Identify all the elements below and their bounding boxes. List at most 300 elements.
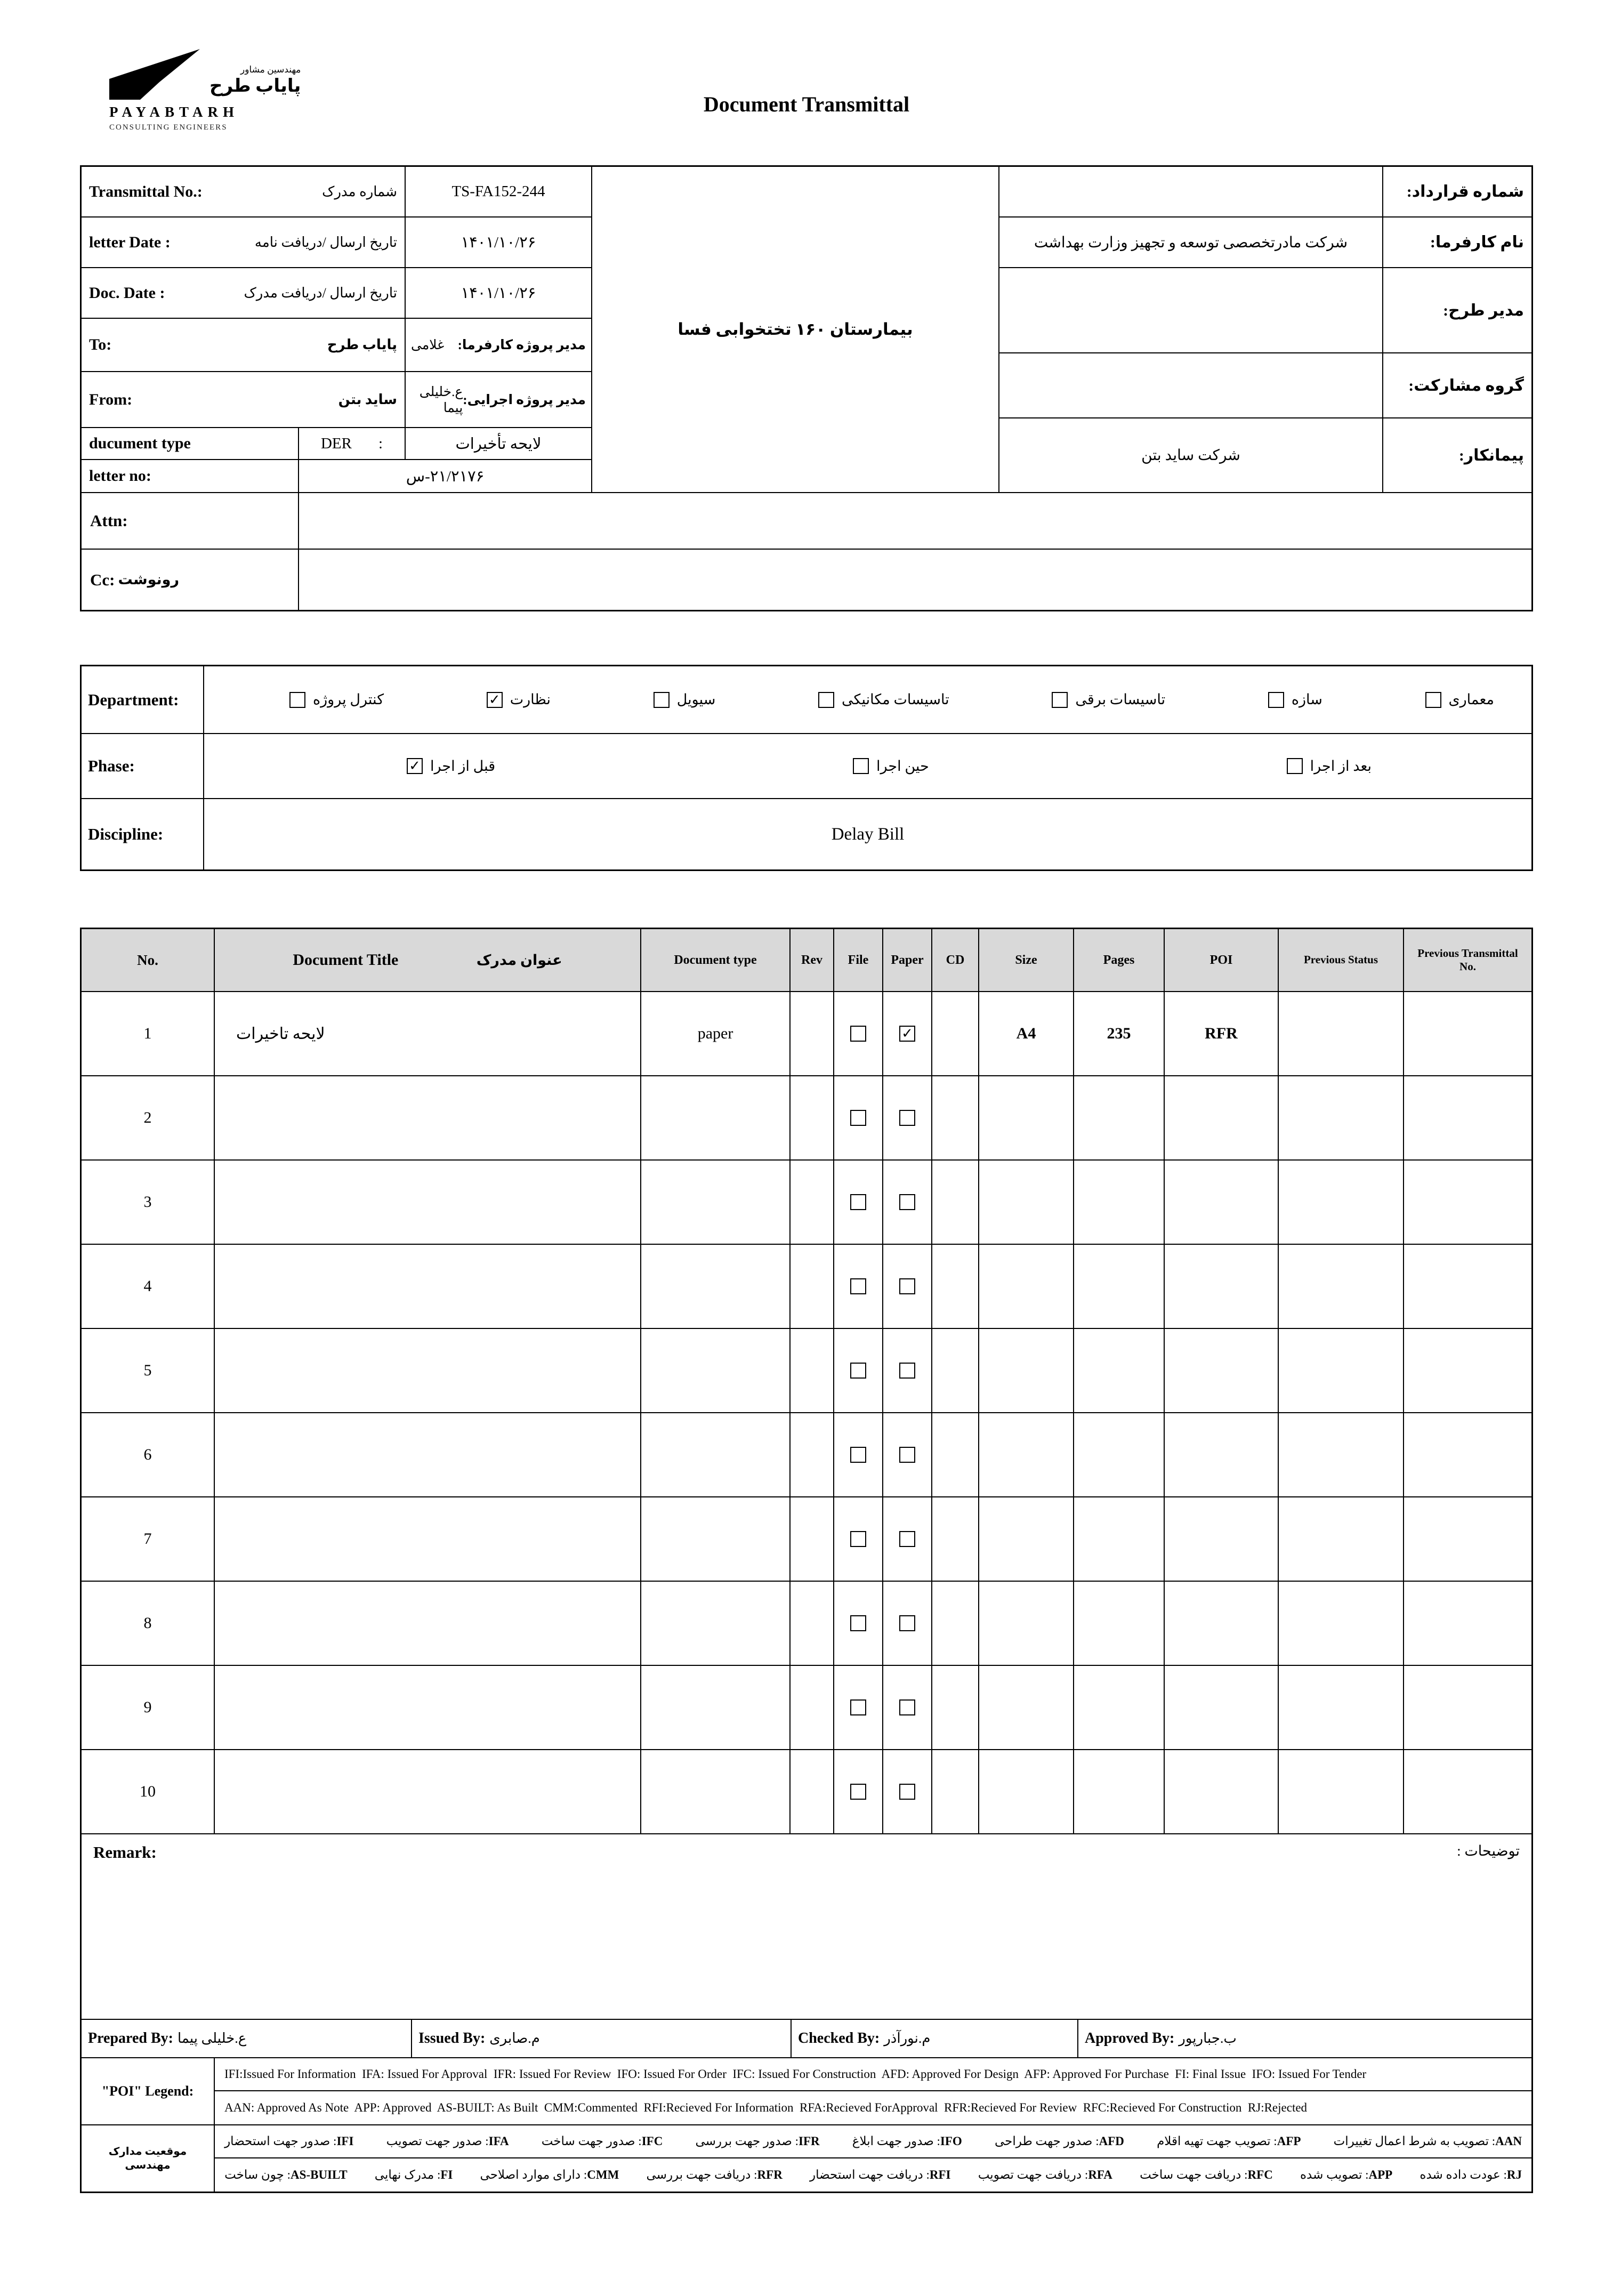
doc-no-cell: 5 (82, 1329, 215, 1412)
doc-rev-cell (791, 1161, 834, 1244)
doc-prev-transmittal-cell (1404, 1413, 1531, 1496)
doc-type-cell (641, 1750, 791, 1833)
design-manager-value (999, 268, 1382, 352)
doc-rev-cell (791, 1076, 834, 1159)
paper-checkbox[interactable] (899, 1278, 915, 1294)
file-checkbox[interactable] (850, 1026, 866, 1042)
letter-date-label-fa: تاریخ ارسال /دریافت نامه (254, 234, 397, 250)
doc-prev-transmittal-cell (1404, 1329, 1531, 1412)
discipline-label: Discipline: (82, 799, 204, 869)
doc-title-cell (215, 1076, 641, 1159)
paper-checkbox[interactable] (899, 1194, 915, 1210)
legend-item-IFO: IFO: صدور جهت ابلاغ (852, 2134, 962, 2148)
issued-by-cell (412, 2020, 792, 2057)
doc-title-cell (215, 1582, 641, 1665)
remark-label-fa: توضیحات : (1457, 1843, 1520, 1859)
classification-table (80, 665, 1533, 871)
doc-title-text: لایحه تاخیرات (236, 1025, 325, 1043)
legend-item-FI: FI: مدرک نهایی (374, 2168, 453, 2181)
doc-prev-transmittal-cell (1404, 1582, 1531, 1665)
attn-label-cell (82, 493, 299, 549)
legend-item-RFI: RFI: دریافت جهت استحضار (810, 2168, 951, 2181)
paper-checkbox[interactable] (899, 1784, 915, 1800)
doc-rev-cell (791, 1413, 834, 1496)
doc-prev-status-cell (1279, 1497, 1404, 1581)
checked-by-label: Checked By: (798, 2030, 880, 2047)
legend-item-RFA: RFA: دریافت جهت تصویب (978, 2168, 1112, 2181)
contractor-label: پیمانکار: (1382, 418, 1531, 492)
file-checkbox[interactable] (850, 1699, 866, 1715)
doc-prev-status-cell (1279, 1666, 1404, 1749)
doc-prev-status-cell (1279, 1076, 1404, 1159)
to-value: پایاب طرح (327, 337, 397, 352)
prepared-by-cell (82, 2020, 412, 2057)
doc-pages-cell (1074, 1497, 1165, 1581)
document-type-label-cell (82, 428, 299, 459)
paper-checkbox[interactable] (899, 1531, 915, 1547)
file-checkbox[interactable] (850, 1194, 866, 1210)
document-table-row (82, 1666, 1531, 1750)
legend-item-RJ: RJ: عودت داده شده (1420, 2168, 1522, 2181)
header-previous-status: Previous Status (1279, 929, 1404, 991)
doc-prev-transmittal-cell (1404, 1161, 1531, 1244)
logo-subtitle: CONSULTING ENGINEERS (109, 123, 228, 132)
doc-prev-status-cell (1279, 1582, 1404, 1665)
phase-option-2 (853, 758, 929, 775)
doc-type-cell (641, 1076, 791, 1159)
doc-pages-cell (1074, 1161, 1165, 1244)
doc-poi-cell (1165, 1413, 1279, 1496)
doc-title-cell (215, 1161, 641, 1244)
exec-pm-cell (406, 372, 591, 427)
doc-prev-transmittal-cell (1404, 1076, 1531, 1159)
doc-cd-cell (932, 1582, 979, 1665)
doc-prev-status-cell (1279, 1245, 1404, 1328)
doc-no-cell: 3 (82, 1161, 215, 1244)
doc-rev-cell (791, 1329, 834, 1412)
signatures-row (82, 2020, 1531, 2058)
phase-checkbox[interactable] (853, 758, 869, 774)
doc-date-label-fa: تاریخ ارسال /دریافت مدرک (244, 285, 397, 301)
doc-prev-status-cell (1279, 1329, 1404, 1412)
client-pm-value: غلامی (411, 338, 445, 352)
document-table-row (82, 1497, 1531, 1582)
doc-cd-cell (932, 1666, 979, 1749)
doc-cd-cell (932, 1497, 979, 1581)
doc-file-cell (834, 1413, 883, 1496)
doc-title-cell (215, 1750, 641, 1833)
doc-size-cell (979, 1413, 1074, 1496)
to-label: To: (89, 336, 112, 353)
remark-label-en: Remark: (93, 1843, 157, 1862)
checked-by-cell (792, 2020, 1078, 2057)
logo-brand-fa: پایاب طرح (209, 76, 301, 96)
department-option-label: تاسیسات مکانیکی (842, 691, 949, 707)
header-rev: Rev (791, 929, 834, 991)
paper-checkbox[interactable] (899, 1699, 915, 1715)
doc-cd-cell (932, 1245, 979, 1328)
legend-item-IFA: IFA: صدور جهت تصویب (386, 2134, 509, 2148)
doc-size-cell (979, 1666, 1074, 1749)
doc-paper-cell (883, 1750, 932, 1833)
doc-no-cell: 10 (82, 1750, 215, 1833)
department-option-label: معماری (1448, 691, 1494, 707)
department-option-3 (1052, 691, 1165, 708)
phase-option-1 (1287, 758, 1372, 775)
doc-file-cell (834, 1582, 883, 1665)
transmittal-info-table (80, 165, 1533, 611)
header-no: No. (82, 929, 215, 991)
phase-option-label: حین اجرا (876, 758, 929, 774)
doc-type-cell (641, 1497, 791, 1581)
paper-checkbox[interactable] (899, 1447, 915, 1463)
poi-legend-label: "POI" Legend: (82, 2058, 215, 2124)
doc-title-cell (215, 1245, 641, 1328)
doc-rev-cell (791, 1666, 834, 1749)
document-table-row (82, 1413, 1531, 1497)
doc-rev-cell (791, 1245, 834, 1328)
doc-pages-cell (1074, 1666, 1165, 1749)
doc-pages-cell (1074, 1413, 1165, 1496)
department-checkbox[interactable] (1268, 692, 1284, 708)
transmittal-no-label-fa: شماره مدرک (322, 183, 397, 199)
doc-file-cell (834, 1750, 883, 1833)
department-option-2 (1268, 691, 1322, 708)
doc-rev-cell (791, 1497, 834, 1581)
department-option-5 (654, 691, 716, 708)
approved-by-cell (1078, 2020, 1531, 2057)
file-checkbox[interactable] (850, 1278, 866, 1294)
doc-type-cell: paper (641, 992, 791, 1075)
phase-options (204, 734, 1531, 798)
doc-cd-cell (932, 992, 979, 1075)
from-cell (82, 372, 406, 427)
department-checkbox[interactable] (1052, 692, 1068, 708)
fa-legend-line-1 (215, 2125, 1531, 2158)
doc-poi-cell (1165, 1245, 1279, 1328)
issued-by-value: م.صابری (489, 2031, 540, 2046)
legend-item-IFR: IFR: صدور جهت بررسی (695, 2134, 820, 2148)
doc-prev-status-cell (1279, 1161, 1404, 1244)
doc-date-label-cell (82, 268, 406, 318)
doc-poi-cell (1165, 1329, 1279, 1412)
doc-no-cell: 8 (82, 1582, 215, 1665)
doc-size-cell (979, 1245, 1074, 1328)
doc-poi-cell: RFR (1165, 992, 1279, 1075)
doc-no-cell: 9 (82, 1666, 215, 1749)
client-name-label: نام کارفرما: (1382, 217, 1531, 267)
document-table-row (82, 1329, 1531, 1413)
doc-prev-transmittal-cell (1404, 992, 1531, 1075)
legend-item-IFC: IFC: صدور جهت ساخت (541, 2134, 663, 2148)
client-pm-label: مدیر پروژه کارفرما: (457, 338, 586, 352)
project-name: بیمارستان ۱۶۰ تختخوابی فسا (592, 167, 999, 492)
logo-brand-en: PAYABTARH (109, 104, 239, 120)
document-type-code: DER (320, 434, 352, 452)
cc-label-cell (82, 550, 299, 610)
transmittal-no-value: TS-FA152-244 (451, 183, 545, 200)
doc-file-cell (834, 1329, 883, 1412)
doc-pages-cell (1074, 1076, 1165, 1159)
doc-cd-cell (932, 1750, 979, 1833)
doc-paper-cell (883, 1076, 932, 1159)
doc-file-cell (834, 1497, 883, 1581)
doc-pages-cell (1074, 1245, 1165, 1328)
from-value: ساید بتن (338, 391, 397, 407)
legend-item-RFC: RFC: دریافت جهت ساخت (1140, 2168, 1273, 2181)
file-checkbox[interactable] (850, 1784, 866, 1800)
header-file: File (834, 929, 883, 991)
doc-no-cell: 2 (82, 1076, 215, 1159)
file-checkbox[interactable] (850, 1531, 866, 1547)
legend-item-CMM: CMM: دارای موارد اصلاحی (480, 2168, 619, 2181)
doc-cd-cell (932, 1161, 979, 1244)
header-document-title-en: Document Title (293, 951, 399, 969)
attn-value (299, 493, 1531, 549)
doc-prev-transmittal-cell (1404, 1750, 1531, 1833)
header-cd: CD (932, 929, 979, 991)
doc-pages-cell: 235 (1074, 992, 1165, 1075)
doc-poi-cell (1165, 1076, 1279, 1159)
prepared-by-label: Prepared By: (88, 2030, 173, 2047)
doc-type-cell (641, 1161, 791, 1244)
page-title: Document Transmittal (703, 92, 910, 116)
header-size: Size (979, 929, 1074, 991)
department-label: Department: (82, 666, 204, 733)
doc-paper-cell (883, 992, 932, 1075)
doc-title-cell (215, 992, 641, 1075)
doc-poi-cell (1165, 1161, 1279, 1244)
file-checkbox[interactable] (850, 1110, 866, 1126)
letter-date-label-cell (82, 217, 406, 267)
doc-date-value: ۱۴۰۱/۱۰/۲۶ (461, 285, 536, 302)
doc-paper-cell (883, 1413, 932, 1496)
department-checkbox[interactable] (1425, 692, 1441, 708)
header-document-title (215, 929, 641, 991)
paper-checkbox[interactable]: ✓ (899, 1026, 915, 1042)
department-option-label: سیویل (676, 691, 716, 707)
documents-table-body (82, 992, 1531, 1834)
doc-file-cell (834, 992, 883, 1075)
doc-poi-cell (1165, 1666, 1279, 1749)
doc-type-cell (641, 1329, 791, 1412)
department-option-6 (487, 691, 551, 708)
legend-item-IFI: IFI: صدور جهت استحضار (224, 2134, 354, 2148)
poi-legend-line-1: IFI:Issued For Information IFA: Issued For Approval IFR: Issued For Review IFO: Issued For Order IFC: Issued For Construction AFD: Approved For Design AFP: Approved For Purchase FI: Final Issue IFO: Issued For Tender (215, 2058, 1531, 2091)
doc-file-cell (834, 1666, 883, 1749)
doc-no-cell: 7 (82, 1497, 215, 1581)
doc-cd-cell (932, 1076, 979, 1159)
file-checkbox[interactable] (850, 1615, 866, 1631)
doc-file-cell (834, 1161, 883, 1244)
partnership-label: گروه مشارکت: (1382, 353, 1531, 417)
doc-cd-cell (932, 1329, 979, 1412)
department-option-1 (1425, 691, 1495, 708)
cc-label-en: Cc: (90, 570, 115, 589)
department-option-7 (289, 691, 384, 708)
header-pages: Pages (1074, 929, 1165, 991)
doc-title-cell (215, 1413, 641, 1496)
doc-type-cell (641, 1245, 791, 1328)
doc-type-cell (641, 1582, 791, 1665)
department-checkbox[interactable] (289, 692, 305, 708)
contract-no-label: شماره قرارداد: (1382, 167, 1531, 216)
doc-pages-cell (1074, 1582, 1165, 1665)
doc-size-cell (979, 1161, 1074, 1244)
approved-by-value: ب.جبارپور (1179, 2031, 1237, 2046)
exec-pm-label: مدیر پروژه اجرایی: (463, 392, 586, 407)
doc-rev-cell (791, 1750, 834, 1833)
client-pm-cell (406, 319, 591, 371)
contract-no-value (999, 167, 1382, 216)
doc-paper-cell (883, 1245, 932, 1328)
company-logo (109, 49, 338, 132)
doc-size-cell (979, 1329, 1074, 1412)
legend-item-AFD: AFD: صدور جهت طراحی (994, 2134, 1124, 2148)
doc-size-cell (979, 1076, 1074, 1159)
doc-prev-transmittal-cell (1404, 1245, 1531, 1328)
fa-legend (82, 2125, 1531, 2192)
discipline-value: Delay Bill (831, 824, 905, 844)
file-checkbox[interactable] (850, 1447, 866, 1463)
legend-item-AAN: AAN: تصویب به شرط اعمال تغییرات (1333, 2134, 1522, 2148)
documents-table-header (82, 929, 1531, 992)
doc-prev-transmittal-cell (1404, 1666, 1531, 1749)
department-checkbox[interactable] (818, 692, 834, 708)
document-table-row (82, 1161, 1531, 1245)
department-options (204, 666, 1531, 733)
header-previous-transmittal: Previous Transmittal No. (1417, 946, 1518, 973)
to-cell (82, 319, 406, 371)
document-table-row (82, 1582, 1531, 1666)
doc-date-label-en: Doc. Date : (89, 284, 165, 302)
document-table-row (82, 1076, 1531, 1161)
doc-size-cell: A4 (979, 992, 1074, 1075)
doc-rev-cell (791, 1582, 834, 1665)
department-option-label: کنترل پروژه (313, 691, 384, 707)
letter-no-label-cell (82, 460, 299, 492)
issued-by-label: Issued By: (418, 2030, 486, 2047)
doc-pages-cell (1074, 1750, 1165, 1833)
doc-paper-cell (883, 1666, 932, 1749)
department-option-label: تاسیسات برقی (1075, 691, 1166, 707)
doc-cd-cell (932, 1413, 979, 1496)
doc-title-cell (215, 1497, 641, 1581)
paper-checkbox[interactable] (899, 1110, 915, 1126)
doc-size-cell (979, 1497, 1074, 1581)
document-type-value: لایحه تأخیرات (455, 435, 542, 453)
fa-legend-label: موقعیت مدارک مهندسی (82, 2125, 215, 2192)
department-checkbox[interactable]: ✓ (487, 692, 503, 708)
doc-poi-cell (1165, 1582, 1279, 1665)
header-document-type: Document type (641, 929, 791, 991)
poi-legend (82, 2058, 1531, 2125)
document-type-colon: : (378, 434, 383, 452)
legend-item-AFP: AFP: تصویب جهت تهیه اقلام (1157, 2134, 1301, 2148)
file-checkbox[interactable] (850, 1363, 866, 1379)
doc-title-cell (215, 1329, 641, 1412)
letter-no-value: ۲۱/۲۱۷۶-س (406, 468, 485, 485)
doc-no-cell: 4 (82, 1245, 215, 1328)
transmittal-no-label-cell (82, 167, 406, 216)
document-table-row (82, 1245, 1531, 1329)
legend-item-RFR: RFR: دریافت جهت بررسی (646, 2168, 783, 2181)
paper-checkbox[interactable] (899, 1615, 915, 1631)
poi-legend-line-2: AAN: Approved As Note APP: Approved AS-BUILT: As Built CMM:Commented RFI:Recieved For Information RFA:Recieved ForApproval RFR:Recieved For Review RFC:Recieved For Construction RJ:Rejected (224, 2101, 1308, 2114)
legend-item-APP: APP: تصویب شده (1300, 2168, 1393, 2181)
doc-type-cell (641, 1413, 791, 1496)
doc-no-cell: 6 (82, 1413, 215, 1496)
doc-poi-cell (1165, 1497, 1279, 1581)
phase-option-label: بعد از اجرا (1310, 758, 1372, 774)
remark-section (82, 1834, 1531, 2020)
doc-paper-cell (883, 1329, 932, 1412)
legend-item-AS-BUILT: AS-BUILT: چون ساخت (224, 2168, 348, 2181)
doc-prev-status-cell (1279, 992, 1404, 1075)
letter-no-label: letter no: (89, 467, 151, 485)
doc-paper-cell (883, 1582, 932, 1665)
doc-file-cell (834, 1076, 883, 1159)
partnership-value (999, 353, 1382, 417)
header-paper: Paper (883, 929, 932, 991)
doc-prev-transmittal-cell (1404, 1497, 1531, 1581)
client-name-value: شرکت مادرتخصصی توسعه و تجهیز وزارت بهداشت (1034, 234, 1348, 251)
transmittal-no-label-en: Transmittal No.: (89, 182, 203, 200)
doc-file-cell (834, 1245, 883, 1328)
document-type-code-cell (299, 428, 406, 459)
doc-prev-status-cell (1279, 1750, 1404, 1833)
header-document-title-fa: عنوان مدرک (476, 952, 562, 968)
design-manager-label: مدیر طرح: (1382, 268, 1531, 352)
phase-checkbox[interactable]: ✓ (407, 758, 423, 774)
doc-prev-status-cell (1279, 1413, 1404, 1496)
doc-paper-cell (883, 1497, 932, 1581)
from-label: From: (89, 390, 133, 408)
phase-option-3 (407, 758, 495, 775)
phase-checkbox[interactable] (1287, 758, 1303, 774)
checked-by-value: م.نورآذر (884, 2031, 931, 2046)
phase-option-label: قبل از اجرا (430, 758, 496, 774)
cc-label-fa: رونوشت (118, 571, 180, 587)
doc-size-cell (979, 1750, 1074, 1833)
department-option-label: سازه (1291, 691, 1322, 707)
doc-no-cell: 1 (82, 992, 215, 1075)
fa-legend-line-2 (215, 2158, 1531, 2192)
exec-pm-value: ع.خلیلی پیما (419, 384, 463, 415)
prepared-by-value: ع.خلیلی پیما (177, 2031, 247, 2046)
doc-paper-cell (883, 1161, 932, 1244)
letter-date-label-en: letter Date : (89, 233, 171, 251)
contractor-value: شرکت ساید بتن (1141, 447, 1240, 464)
phase-label: Phase: (82, 734, 204, 798)
letter-date-value: ۱۴۰۱/۱۰/۲۶ (461, 234, 536, 251)
department-option-4 (818, 691, 949, 708)
documents-section (80, 928, 1533, 2193)
paper-checkbox[interactable] (899, 1363, 915, 1379)
doc-size-cell (979, 1582, 1074, 1665)
doc-poi-cell (1165, 1750, 1279, 1833)
document-type-label: ducument type (89, 434, 191, 452)
doc-title-cell (215, 1666, 641, 1749)
header-poi: POI (1165, 929, 1279, 991)
document-table-row (82, 992, 1531, 1076)
doc-rev-cell (791, 992, 834, 1075)
department-option-label: نظارت (510, 691, 551, 707)
doc-pages-cell (1074, 1329, 1165, 1412)
department-checkbox[interactable] (654, 692, 670, 708)
logo-tagline-fa: مهندسین مشاور (240, 65, 301, 75)
approved-by-label: Approved By: (1085, 2030, 1175, 2047)
